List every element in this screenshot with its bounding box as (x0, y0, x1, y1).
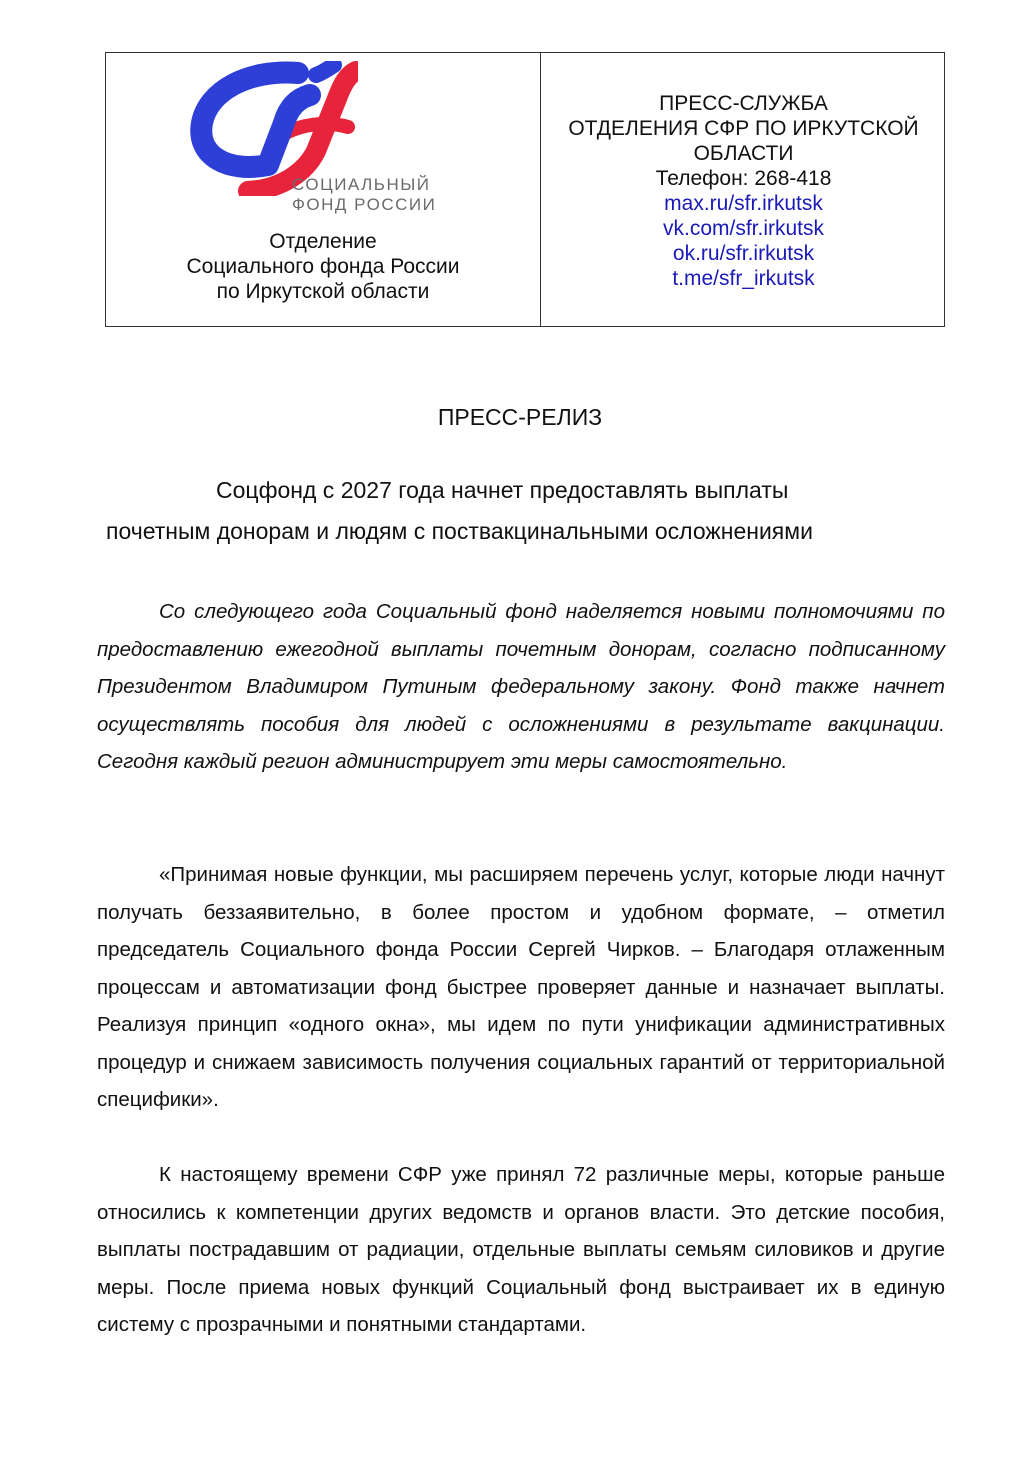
dept-line1: Отделение (269, 230, 377, 253)
dept-line3: по Иркутской области (216, 280, 430, 303)
body-paragraph: К настоящему времени СФР уже принял 72 различные меры, которые раньше относились к компетенции других ведомств и органов власти. Это детские пособия, выплаты пострадавшим от радиации, отдельные выплаты семьям силовиков и другие меры. После приема новых функций Социальный фонд выстраивает их в единую систему с прозрачными и понятными стандартами. (97, 1163, 945, 1336)
logo-text-line1: СОЦИАЛЬНЫЙ (292, 175, 431, 194)
headline (96, 470, 946, 552)
link-vk[interactable]: vk.com/sfr.irkutsk (662, 217, 825, 240)
logo-wordmark (292, 175, 436, 215)
headline-line1: Соцфонд с 2027 года начнет предоставлять выплаты (216, 477, 789, 503)
link-max[interactable]: max.ru/sfr.irkutsk (664, 192, 823, 215)
press-line2: ОТДЕЛЕНИЯ СФР ПО ИРКУТСКОЙ (568, 117, 919, 140)
page-title: ПРЕСС-РЕЛИЗ (437, 404, 603, 430)
logo-area (106, 53, 540, 326)
logo-text-line2: ФОНД РОССИИ (292, 195, 437, 214)
headline-line2: почетным донорам и людям с поствакцинальными осложнениями (106, 518, 813, 544)
dept-line2: Социального фонда России (186, 255, 460, 278)
press-line1: ПРЕСС-СЛУЖБА (659, 92, 828, 115)
header-box (105, 52, 945, 327)
department-name (106, 229, 540, 304)
link-ok[interactable]: ok.ru/sfr.irkutsk (672, 242, 815, 265)
quote-paragraph: «Принимая новые функции, мы расширяем перечень услуг, которые люди начнут получать беззаявительно, в более простом и удобном формате, – отметил председатель Социального фонда России Сергей Чирков. – Благодаря отлаженным процессам и автоматизации фонд быстрее проверяет данные и назначает выплаты. Реализуя принцип «одного окна», мы идем по пути унификации административных процедур и снижаем зависимость получения социальных гарантий от территориальной специфики». (97, 863, 945, 1111)
press-contacts (541, 91, 946, 291)
phone: Телефон: 268-418 (655, 167, 832, 190)
link-telegram[interactable]: t.me/sfr_irkutsk (672, 267, 815, 290)
lead-paragraph: Со следующего года Социальный фонд наделяется новыми полномочиями по предоставлению ежегодной выплаты почетным донорам, согласно подписанному Президентом Владимиром Путиным федеральному закону. Фонд также начнет осуществлять пособия для людей с осложнениями в результате вакцинации. Сегодня каждый регион администрирует эти меры самостоятельно. (97, 600, 945, 773)
press-line3: ОБЛАСТИ (693, 142, 794, 165)
